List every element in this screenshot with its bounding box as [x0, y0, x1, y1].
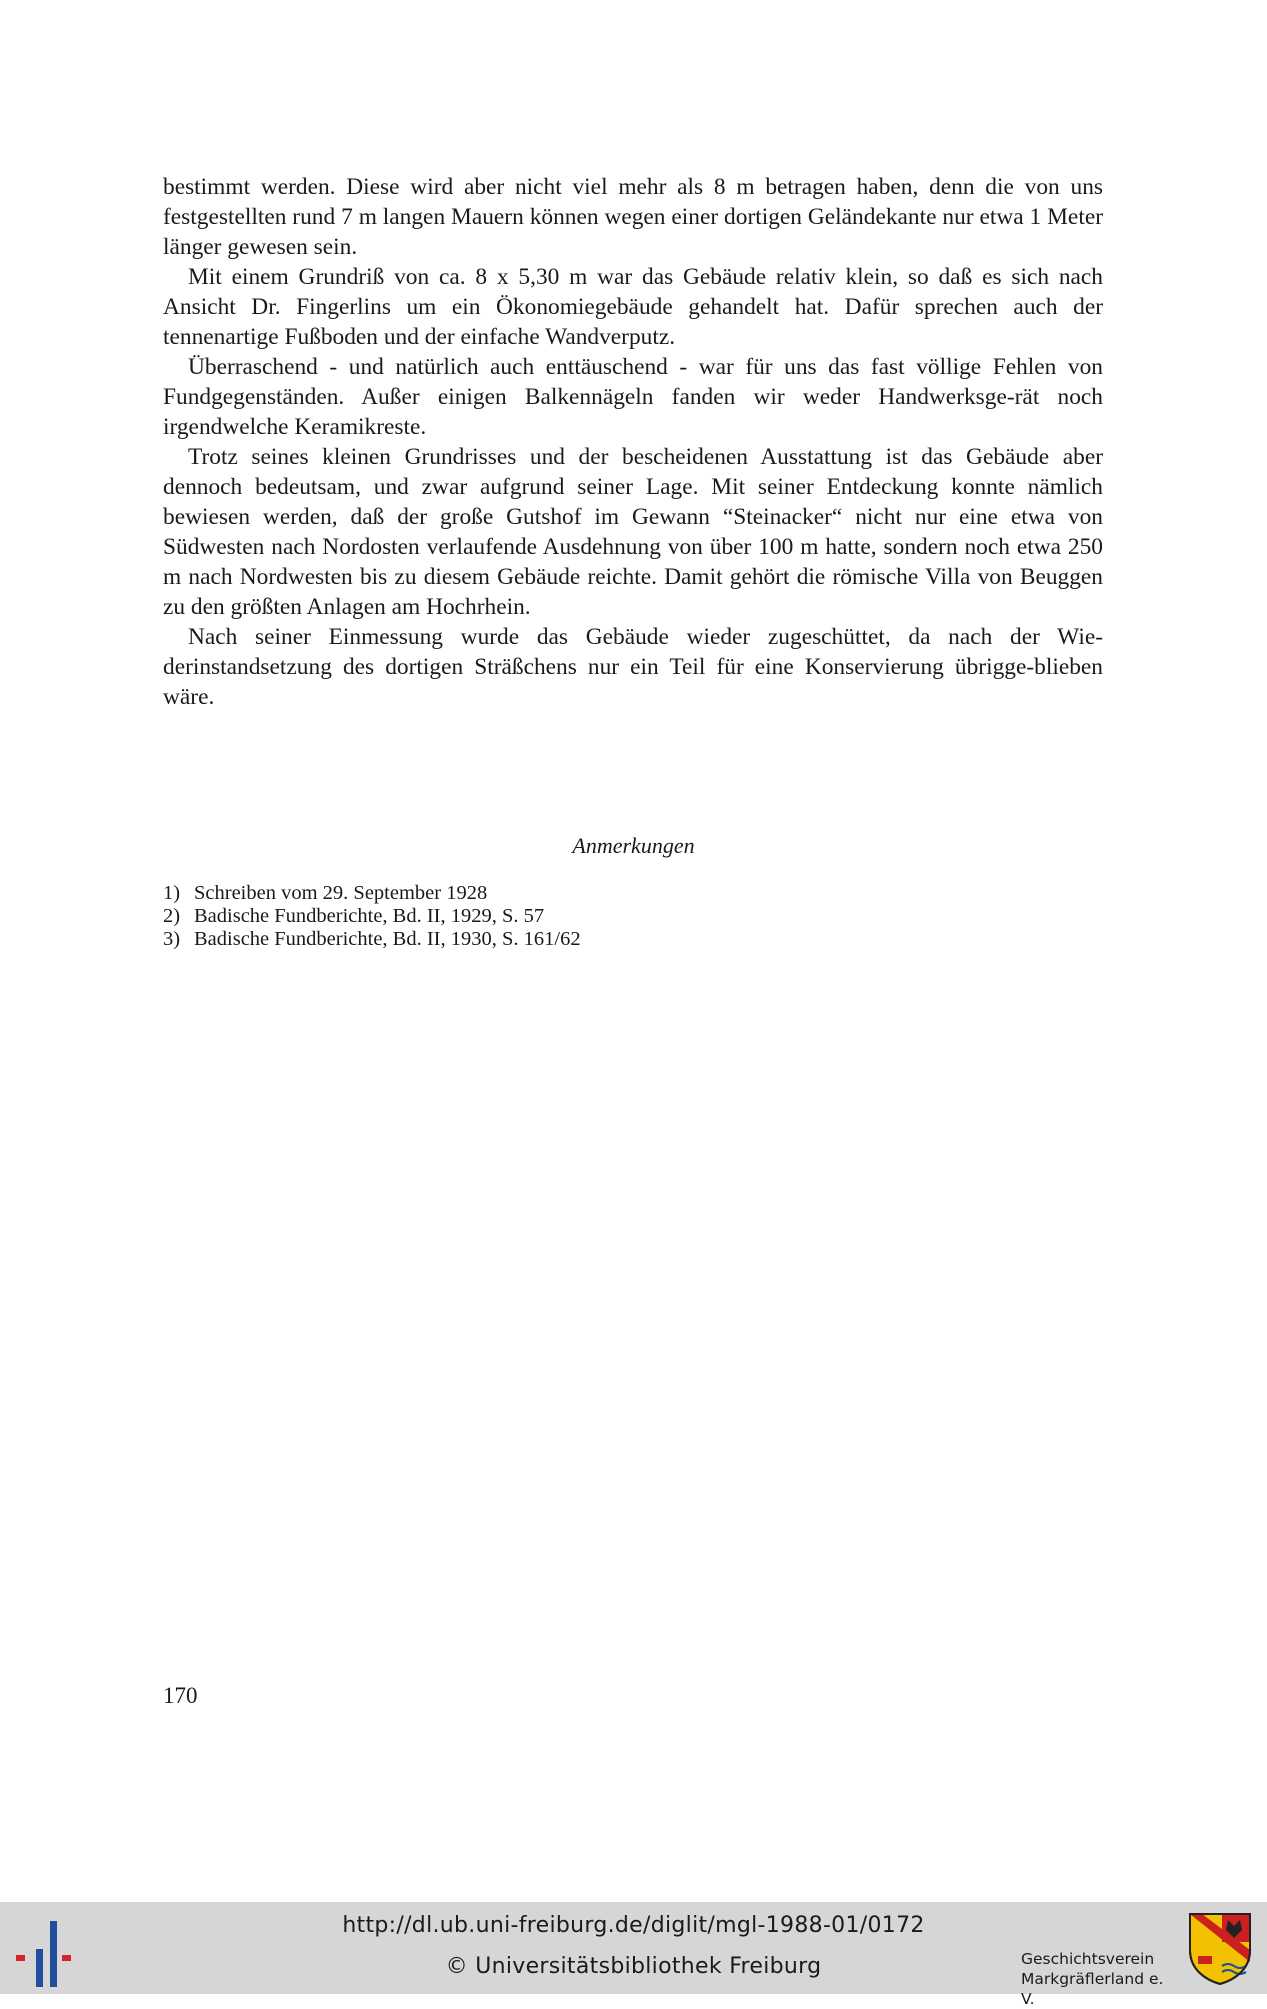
note-item [163, 928, 1063, 951]
coat-of-arms-icon [1188, 1912, 1252, 1986]
document-url-link[interactable]: http://dl.ub.uni-freiburg.de/diglit/mgl-1988-01/0172 [342, 1913, 925, 1938]
page-number: 170 [163, 1683, 198, 1708]
note-text: Schreiben vom 29. September 1928 [194, 882, 488, 904]
paragraph: Mit einem Grundriß von ca. 8 x 5,30 m war das Gebäude relativ klein, so daß es sich nach Ansicht Dr. Fingerlins um ein Ökonomiegebäude gehandelt hat. Dafür sprechen auch der tennenartige Fußboden und der einfache Wandverputz. [163, 264, 1103, 350]
note-text: Badische Fundberichte, Bd. II, 1930, S. 161/62 [194, 928, 581, 950]
publisher-line-2: Markgräflerland e. V. [1021, 1970, 1164, 2008]
publisher-line-1: Geschichtsverein [1021, 1950, 1155, 1968]
note-number: 3) [163, 928, 181, 950]
note-number: 1) [163, 882, 181, 904]
paragraph: bestimmt werden. Diese wird aber nicht viel mehr als 8 m betragen haben, denn die von uns festgestellten rund 7 m langen Mauern können wegen einer dortigen Geländekante nur etwa 1 Meter länger gewesen sein. [163, 174, 1103, 260]
footer-bar [0, 1902, 1267, 2008]
paragraph: Nach seiner Einmessung wurde das Gebäude wieder zugeschüttet, da nach der Wie-derinstandsetzung des dortigen Sträßchens nur ein Teil für eine Konservierung übrigge-blieben wäre. [163, 624, 1103, 710]
paragraph: Trotz seines kleinen Grundrisses und der bescheidenen Ausstattung ist das Gebäude aber dennoch bedeutsam, und zwar aufgrund seiner Lage. Mit seiner Entdeckung konnte nämlich bewiesen werden, daß der große Gutshof im Gewann “Steinacker“ nicht nur eine etwa von Südwesten nach Nordosten verlaufende Ausdehnung von über 100 m hatte, sondern noch etwa 250 m nach Nordwesten bis zu diesem Gebäude reichte. Damit gehört die römische Villa von Beuggen zu den größten Anlagen am Hochrhein. [163, 444, 1103, 620]
body-text [163, 172, 1103, 712]
copyright-text: © Universitätsbibliothek Freiburg [445, 1954, 822, 1979]
notes-list [163, 882, 1063, 951]
publisher-name [1021, 1949, 1181, 2009]
note-number: 2) [163, 905, 181, 927]
note-item [163, 882, 1063, 905]
note-text: Badische Fundberichte, Bd. II, 1929, S. 57 [194, 905, 545, 927]
notes-heading: Anmerkungen [572, 833, 695, 858]
note-item [163, 905, 1063, 928]
paragraph: Überraschend - und natürlich auch enttäuschend - war für uns das fast völlige Fehlen von Fundgegenständen. Außer einigen Balkennägeln fanden wir weder Handwerksge-rät noch irgendwelche Keramikreste. [163, 354, 1103, 440]
